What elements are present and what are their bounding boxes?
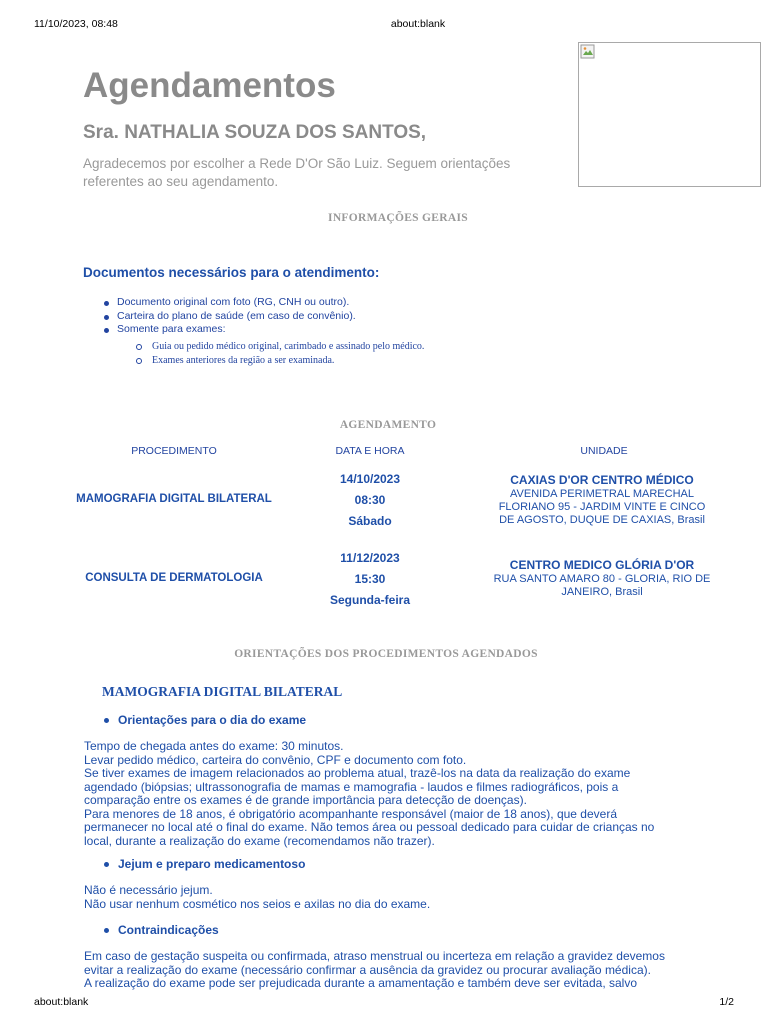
intro-text: [83, 155, 553, 191]
page-title: Agendamentos: [83, 66, 336, 105]
print-url: about:blank: [390, 18, 446, 30]
row2-unit-name: CENTRO MEDICO GLÓRIA D'OR: [509, 558, 695, 572]
intro-line: referentes ao seu agendamento.: [83, 174, 279, 189]
list-item: Somente para exames:: [104, 323, 356, 337]
row1-unit-address: AVENIDA PERIMETRAL MARECHAL FLORIANO 95 - JARDIM VINTE E CINCO DE AGOSTO, DUQUE DE CAXIAS, Brasil: [498, 488, 706, 526]
row1-weekday: Sábado: [348, 514, 392, 528]
orientation-heading-contraindications: Contraindicações: [104, 923, 219, 937]
orientation-heading-day: Orientações para o dia do exame: [104, 713, 306, 727]
intro-line: Agradecemos por escolher a Rede D'Or São Luiz. Seguem orientações: [83, 156, 511, 171]
page-number: 1/2: [719, 996, 734, 1008]
bullet-ring-icon: [136, 344, 142, 350]
row2-time: 15:30: [354, 572, 386, 586]
row2-procedure: CONSULTA DE DERMATOLOGIA: [85, 572, 263, 584]
bullet-icon: [104, 928, 109, 933]
documents-list: [104, 296, 356, 337]
print-footer: [34, 996, 734, 1010]
orientation-procedure-title: MAMOGRAFIA DIGITAL BILATERAL: [102, 684, 343, 699]
bullet-icon: [104, 328, 109, 333]
row2-weekday: Segunda-feira: [329, 593, 410, 607]
bullet-icon: [104, 301, 109, 306]
row1-procedure: MAMOGRAFIA DIGITAL BILATERAL: [76, 493, 272, 505]
greeting: Sra. NATHALIA SOUZA DOS SANTOS,: [83, 122, 427, 143]
orientation-heading-fasting: Jejum e preparo medicamentoso: [104, 857, 305, 871]
list-item: Documento original com foto (RG, CNH ou outro).: [104, 296, 356, 310]
print-header: [34, 18, 734, 32]
bullet-icon: [104, 315, 109, 320]
documents-title: Documentos necessários para o atendimento:: [83, 265, 380, 280]
row2-date: 11/12/2023: [340, 551, 400, 565]
logo-image-placeholder: [578, 42, 761, 187]
row2-unit-address: RUA SANTO AMARO 80 - GLORIA, RIO DE JANEIRO, Brasil: [493, 573, 711, 598]
column-header-unit: UNIDADE: [580, 445, 628, 457]
section-heading-info: INFORMAÇÕES GERAIS: [328, 212, 468, 224]
row1-time: 08:30: [354, 493, 386, 507]
orientation-contraindications-text: Em caso de gestação suspeita ou confirmada, atraso menstrual ou incerteza em relação a gravidez devemos evitar a realização do exame (necessário confirmar a ausência da gravidez ou procurar avaliação médica). A realização do exame pode ser prejudicada durante a amamentação e também deve ser evitada, salvo: [84, 949, 665, 990]
section-heading-orientacoes: ORIENTAÇÕES DOS PROCEDIMENTOS AGENDADOS: [234, 648, 538, 660]
list-item: Carteira do plano de saúde (em caso de convênio).: [104, 310, 356, 324]
footer-url: about:blank: [34, 996, 89, 1008]
section-heading-agendamento: AGENDAMENTO: [339, 419, 437, 431]
bullet-ring-icon: [136, 358, 142, 364]
list-item: Guia ou pedido médico original, carimbado e assinado pelo médico.: [136, 340, 424, 354]
column-header-procedure: PROCEDIMENTO: [131, 445, 217, 457]
print-datetime: 11/10/2023, 08:48: [34, 18, 118, 30]
bullet-icon: [104, 862, 109, 867]
orientation-fasting-text: Não é necessário jejum. Não usar nenhum cosmético nos seios e axilas no dia do exame.: [84, 883, 431, 911]
column-header-datetime: DATA E HORA: [335, 445, 405, 457]
list-item: Exames anteriores da região a ser examinada.: [136, 354, 424, 368]
orientation-day-text: Tempo de chegada antes do exame: 30 minutos. Levar pedido médico, carteira do convênio, CPF e documento com foto. Se tiver exames de imagem relacionados ao problema atual, trazê-los na data da realização do exame agendado (biópsias; ultrassonografia de mamas e mamografia - laudos e filmes radiográficos, pois a comparação entre os exames é de grande importância para detecção de doenças). Para menores de 18 anos, é obrigatório acompanhante responsável (maior de 18 anos), que deverá permanecer no local até o final do exame. Não temos área ou pessoal dedicado para cuidar de crianças no local, durante a realização do exame (recomendamos não trazer).: [84, 739, 655, 848]
documents-sub-list: [136, 340, 424, 368]
bullet-icon: [104, 718, 109, 723]
row1-unit-name: CAXIAS D'OR CENTRO MÉDICO: [510, 473, 694, 487]
broken-image-icon: [580, 44, 596, 60]
row1-date: 14/10/2023: [339, 472, 401, 486]
